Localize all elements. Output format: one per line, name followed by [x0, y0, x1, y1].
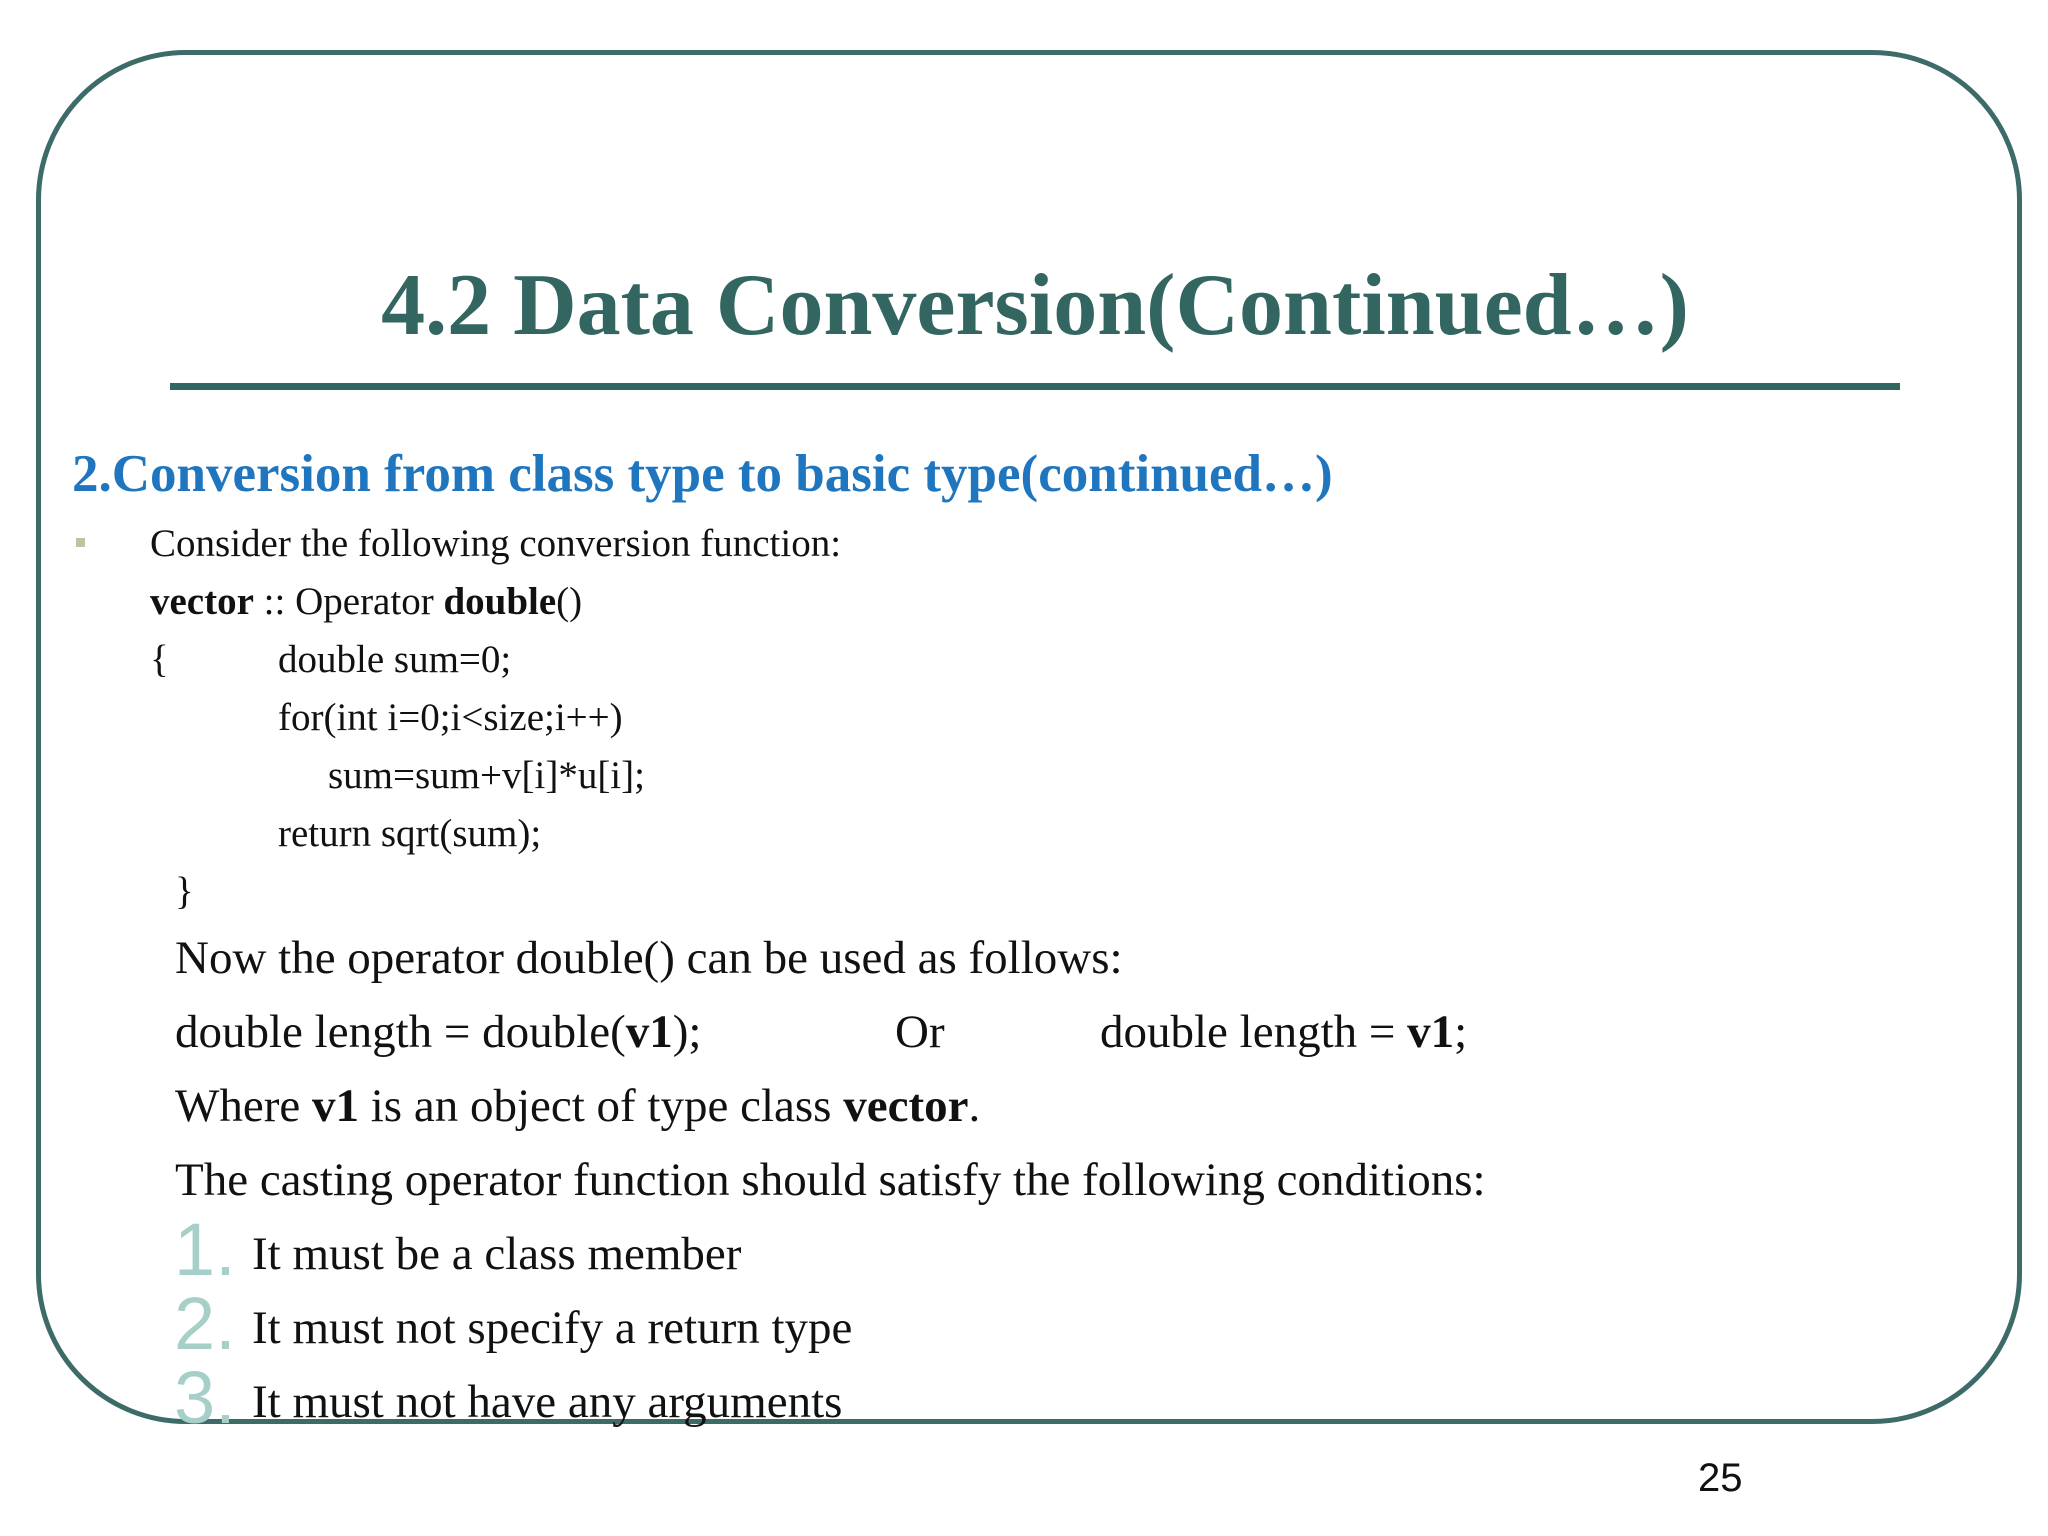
- title-underline: [170, 383, 1900, 390]
- where-class: vector: [843, 1080, 969, 1132]
- code-open-brace: {: [150, 638, 169, 681]
- code-signature-separator: :: Operator: [253, 580, 444, 623]
- condition-number: 3.: [174, 1356, 236, 1439]
- condition-text: It must be a class member: [252, 1228, 742, 1280]
- usage-implicit-prefix: double length =: [1100, 1006, 1408, 1058]
- code-class-name: vector: [150, 580, 254, 623]
- page-number: 25: [1698, 1456, 1743, 1500]
- usage-implicit-suffix: ;: [1454, 1006, 1468, 1058]
- where-suffix: .: [968, 1080, 981, 1132]
- usage-example-implicit: [1100, 1006, 1468, 1058]
- where-object: v1: [311, 1080, 359, 1132]
- code-signature: [150, 582, 582, 621]
- code-return-type: double: [443, 580, 557, 623]
- code-signature-parens: (): [556, 580, 583, 623]
- slide-title: 4.2 Data Conversion(Continued…): [381, 257, 1689, 354]
- conditions-intro: The casting operator function should satisfy the following conditions:: [175, 1154, 1486, 1206]
- condition-number: 1.: [174, 1208, 236, 1291]
- code-line-for: for(int i=0;i<size;i++): [278, 696, 623, 739]
- condition-number: 2.: [174, 1282, 236, 1365]
- condition-text: It must not specify a return type: [252, 1302, 853, 1354]
- where-statement: [175, 1080, 981, 1132]
- where-prefix: Where: [175, 1080, 312, 1132]
- usage-intro: Now the operator double() can be used as follows:: [175, 932, 1123, 984]
- intro-text: Consider the following conversion function:: [150, 522, 842, 565]
- code-line-sum-init: double sum=0;: [278, 638, 512, 681]
- section-subheading: 2.Conversion from class type to basic type(continued…): [72, 445, 1333, 503]
- code-line-return: return sqrt(sum);: [278, 812, 542, 855]
- code-close-brace: }: [175, 870, 194, 913]
- square-bullet-icon: [76, 538, 85, 547]
- usage-cast-object: v1: [625, 1006, 673, 1058]
- usage-cast-suffix: );: [672, 1006, 702, 1058]
- usage-example-cast: [175, 1006, 702, 1058]
- usage-cast-prefix: double length = double(: [175, 1006, 626, 1058]
- usage-or: Or: [895, 1006, 945, 1058]
- usage-implicit-object: v1: [1407, 1006, 1455, 1058]
- condition-text: It must not have any arguments: [252, 1376, 843, 1428]
- code-line-accumulate: sum=sum+v[i]*u[i];: [328, 754, 645, 797]
- where-middle: is an object of type class: [358, 1080, 844, 1132]
